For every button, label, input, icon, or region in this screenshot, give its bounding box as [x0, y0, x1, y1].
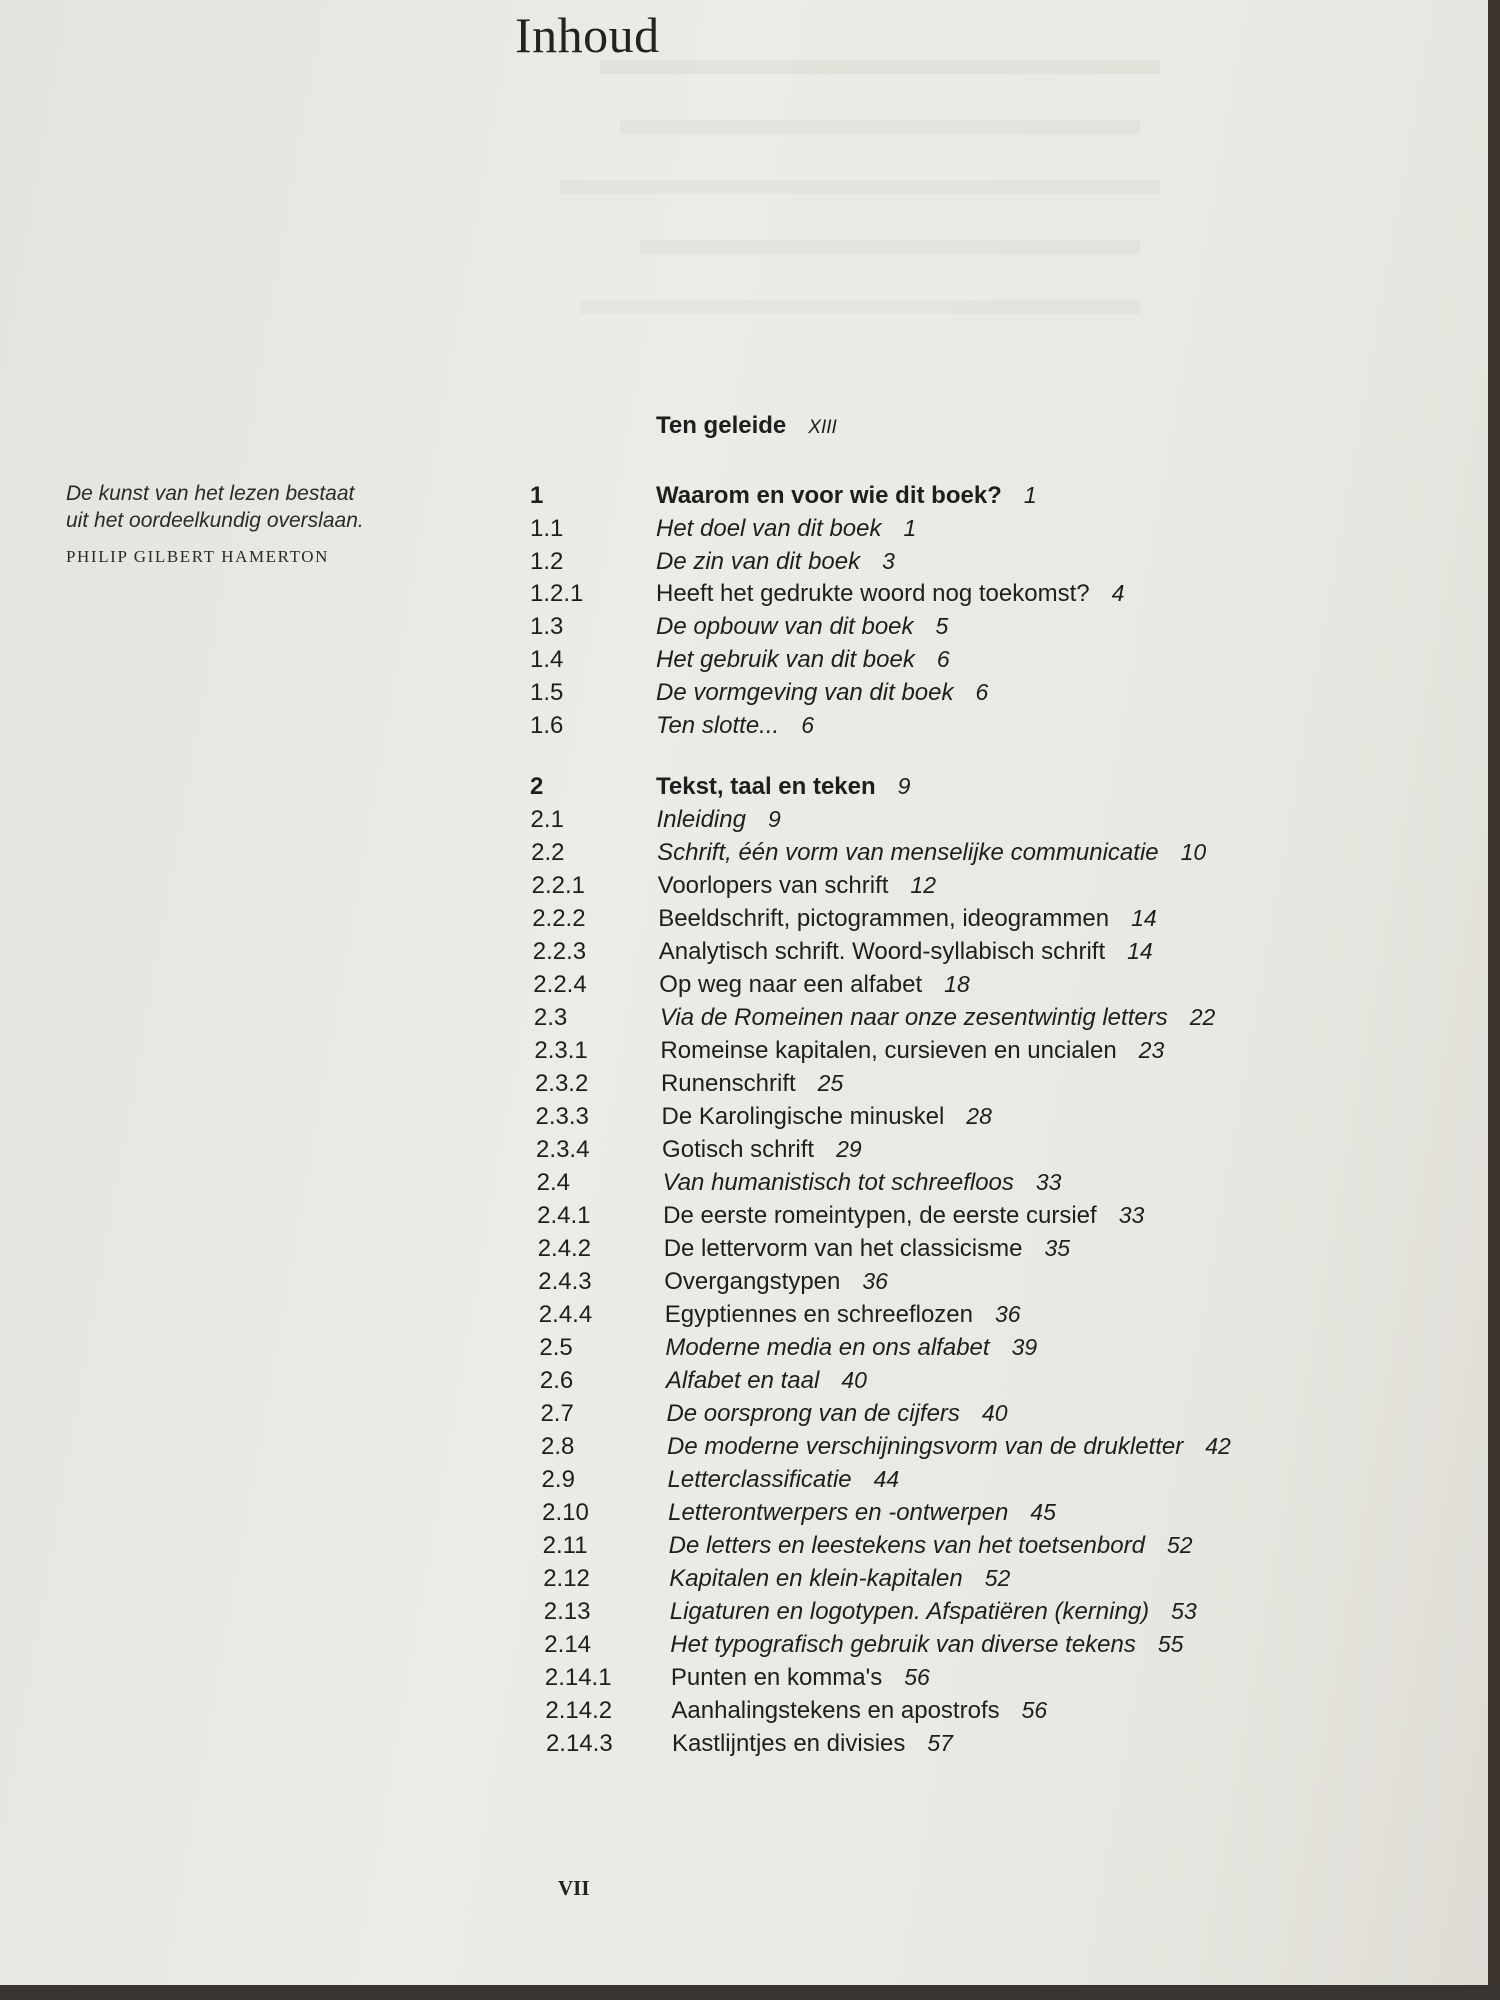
toc-entry-page: 57 — [927, 1730, 953, 1756]
toc-entry-number: 2.6 — [539, 1367, 574, 1394]
toc-entry-page: 36 — [862, 1268, 888, 1294]
toc-entry-title: De letters en leestekens van het toetsenbord — [668, 1532, 1145, 1559]
toc-entry-title: Alfabet en taal — [665, 1367, 820, 1394]
toc-entry-title: Tekst, taal en teken — [656, 773, 876, 800]
toc-entry-title: Het gebruik van dit boek — [656, 646, 915, 673]
preface-label: Ten geleide — [656, 412, 787, 439]
toc-entry-page: 52 — [1166, 1532, 1193, 1558]
toc-entry-title-group — [671, 1697, 1047, 1725]
toc-entry-title: De vormgeving van dit boek — [656, 678, 954, 706]
toc-entry-title: Runenschrift — [660, 1070, 796, 1097]
toc-entry-title-group — [657, 839, 1206, 867]
toc-entry-page: 9 — [767, 806, 781, 832]
preface-page: XIII — [808, 417, 837, 438]
toc-entry-number: 2.3 — [533, 1004, 568, 1031]
toc-entry-page: 1 — [903, 514, 917, 541]
epigraph-line-2: uit het oordeelkundig overslaan. — [66, 509, 364, 532]
toc-entry-number: 2.10 — [542, 1499, 589, 1526]
toc-entry-title: De lettervorm van het classicisme — [663, 1235, 1023, 1262]
toc-entry-title-group — [659, 971, 969, 999]
toc-entry-page: 4 — [1111, 580, 1125, 607]
toc-entry-title-group — [660, 1037, 1164, 1065]
toc-entry-page: 22 — [1189, 1004, 1216, 1030]
toc-entry-page: 56 — [904, 1664, 930, 1690]
toc-entry-title: Ligaturen en logotypen. Afspatiëren (kerning) — [669, 1598, 1150, 1625]
toc-entry-title: De zin van dit boek — [656, 547, 861, 575]
toc-entry-number: 2.12 — [543, 1565, 590, 1592]
toc-entry-title: Via de Romeinen naar onze zesentwintig letters — [659, 1004, 1168, 1031]
toc-entry-title-group — [668, 1499, 1056, 1527]
toc-entry-title: De opbouw van dit boek — [656, 613, 914, 641]
toc-entry-title-group — [669, 1532, 1193, 1560]
toc-entry-number: 2.14.2 — [545, 1697, 613, 1724]
toc-entry-number: 2.7 — [540, 1400, 574, 1427]
toc-entry-title: Het typografisch gebruik van diverse tekens — [670, 1631, 1136, 1658]
toc-entry-title-group — [663, 1169, 1062, 1197]
epigraph-author: PHILIP GILBERT HAMERTON — [66, 547, 330, 566]
toc-entry-number: 2.4.2 — [537, 1235, 592, 1262]
toc-entry-title-group — [669, 1565, 1010, 1593]
epigraph-line-1: De kunst van het lezen bestaat — [66, 482, 355, 505]
toc-entry-title: De moderne verschijningsvorm van de drukletter — [667, 1433, 1184, 1460]
toc-entry-title: Overgangstypen — [664, 1268, 841, 1295]
toc-entry-number: 2.14.3 — [545, 1730, 613, 1757]
toc-entry-page: 55 — [1157, 1631, 1184, 1657]
toc-entry-number: 1.2.1 — [530, 580, 584, 608]
toc-entry-number: 2.2.4 — [533, 971, 587, 998]
toc-entry-title-group — [666, 1400, 1007, 1428]
toc-entry-title-group — [672, 1730, 953, 1758]
toc-entry-title-group — [665, 1334, 1037, 1362]
toc-entry-title-group — [659, 938, 1153, 966]
toc-entry-number: 2.4.3 — [538, 1268, 592, 1295]
toc-entry-number: 1.6 — [530, 711, 564, 739]
toc-entry-page: 45 — [1030, 1499, 1056, 1525]
toc-entry-number: 1 — [530, 482, 544, 509]
toc-entry-title-group — [656, 712, 814, 740]
toc-entry-number: 2.5 — [539, 1334, 573, 1361]
toc-entry-page: 14 — [1127, 938, 1153, 964]
toc-entry-title: Van humanistisch tot schreefloos — [662, 1169, 1014, 1196]
toc-entry-number: 2 — [530, 773, 544, 800]
toc-entry-title: Inleiding — [656, 806, 746, 833]
toc-entry-page: 44 — [873, 1466, 900, 1492]
toc-entry-title-group — [656, 515, 916, 543]
toc-entry-page: 53 — [1171, 1598, 1197, 1624]
toc-entry-number: 1.2 — [530, 547, 564, 575]
toc-entry-page: 18 — [944, 971, 970, 997]
toc-entry-page: 25 — [817, 1070, 844, 1096]
toc-entry-page: 6 — [936, 646, 950, 672]
toc-entry-title: Kastlijntjes en divisies — [671, 1730, 906, 1757]
toc-entry-title-group — [663, 1202, 1144, 1230]
toc-entry-title: De oorsprong van de cijfers — [666, 1400, 960, 1427]
toc-entry-number: 2.2 — [531, 839, 565, 866]
toc-entry-page: 33 — [1035, 1169, 1062, 1195]
toc-entry-number: 2.2.1 — [531, 872, 586, 899]
toc-entry-title-group — [656, 613, 948, 641]
toc-entry-number: 2.3.1 — [534, 1037, 588, 1064]
toc-entry-title-group — [660, 1004, 1215, 1032]
toc-entry-page: 39 — [1011, 1334, 1038, 1360]
toc-entry-number: 1.4 — [530, 646, 564, 673]
toc-entry-number: 2.14.1 — [544, 1664, 612, 1691]
toc-entry-title-group — [665, 1301, 1021, 1329]
toc-entry-page: 14 — [1131, 905, 1157, 931]
toc-entry-title-group — [662, 1136, 862, 1164]
toc-entry-title-group — [670, 1598, 1197, 1626]
toc-entry-page: 40 — [841, 1367, 867, 1393]
toc-entry-title-group — [656, 679, 988, 707]
toc-entry-title-group — [656, 773, 910, 801]
toc-entry-page: 23 — [1138, 1037, 1165, 1063]
epigraph — [66, 480, 426, 534]
page-title: Inhoud — [515, 7, 660, 63]
toc-entry-title: De Karolingische minuskel — [661, 1103, 945, 1130]
toc-entry-number: 2.1 — [530, 806, 564, 833]
toc-entry-title-group — [657, 806, 781, 834]
toc-entry-title-group — [662, 1103, 992, 1131]
toc-entry-title: Romeinse kapitalen, cursieven en uncialen — [660, 1037, 1117, 1064]
toc-entry-number: 2.3.4 — [536, 1136, 590, 1163]
toc-entry-page: 10 — [1180, 839, 1207, 865]
toc-entry-number: 2.2.2 — [532, 905, 586, 932]
toc-entry-title-group — [656, 482, 1037, 510]
toc-entry-page: 56 — [1021, 1697, 1048, 1723]
toc-entry-title: De eerste romeintypen, de eerste cursief — [663, 1202, 1097, 1229]
toc-entry-page: 35 — [1044, 1235, 1071, 1261]
toc-entry-number: 2.13 — [543, 1598, 591, 1625]
toc-entry-title-group — [656, 646, 950, 674]
toc-entry-title-group — [671, 1664, 930, 1692]
toc-entry-page: 40 — [981, 1400, 1008, 1426]
toc-entry-title: Egyptiennes en schreeflozen — [664, 1301, 973, 1328]
toc-entry-page: 3 — [882, 547, 895, 574]
toc-entry-number: 2.14 — [544, 1631, 592, 1658]
toc-entry-title-group — [670, 1631, 1183, 1659]
toc-entry-title-group — [656, 580, 1124, 608]
toc-entry-page: 12 — [910, 872, 937, 898]
toc-entry-number: 2.2.3 — [532, 938, 587, 965]
toc-entry-page: 5 — [935, 613, 949, 640]
toc-entry-title: Aanhalingstekens en apostrofs — [671, 1697, 1000, 1724]
toc-entry-title: Beeldschrift, pictogrammen, ideogrammen — [658, 905, 1110, 932]
toc-entry-number: 1.3 — [530, 613, 564, 641]
toc-entry-title-group — [658, 872, 936, 900]
toc-entry-number: 1.1 — [530, 514, 564, 542]
toc-entry-title: Letterclassificatie — [667, 1466, 852, 1493]
toc-entry-page: 6 — [801, 711, 814, 738]
toc-entry-number: 1.5 — [530, 678, 564, 706]
toc-entry-title-group — [656, 548, 895, 576]
toc-entry-number: 2.9 — [541, 1466, 575, 1493]
toc-entry-title: Moderne media en ons alfabet — [665, 1334, 990, 1361]
toc-entry-title: Punten en komma's — [670, 1664, 883, 1691]
toc-entry-title: Ten slotte... — [656, 711, 780, 739]
toc-entry-title-group — [658, 905, 1156, 933]
page-number: VII — [558, 1876, 590, 1900]
toc-entry-page: 36 — [995, 1301, 1021, 1327]
toc-entry-title: Analytisch schrift. Woord-syllabisch schrift — [658, 938, 1106, 965]
toc-entry-number: 2.3.2 — [534, 1070, 589, 1097]
toc-entry-page: 1 — [1023, 482, 1037, 508]
toc-entry-title-group — [667, 1433, 1231, 1461]
toc-entry-title-group — [666, 1367, 867, 1395]
toc-entry-number: 2.11 — [542, 1532, 588, 1559]
toc-entry-title: Waarom en voor wie dit boek? — [656, 482, 1002, 509]
toc-entry-title-group — [664, 1268, 888, 1296]
toc-entry-number: 2.4 — [536, 1169, 570, 1196]
toc-entry-title: Op weg naar een alfabet — [659, 971, 923, 998]
toc-entry-page: 6 — [975, 678, 989, 705]
toc-entry-title-group — [668, 1466, 900, 1494]
toc-entry-number: 2.4.4 — [538, 1301, 593, 1328]
book-edge — [1488, 0, 1500, 1985]
toc-entry-number: 2.3.3 — [535, 1103, 589, 1130]
toc-entry-number: 2.4.1 — [537, 1202, 591, 1229]
toc-entry-number: 2.8 — [541, 1433, 575, 1460]
toc-entry-title: Kapitalen en klein-kapitalen — [669, 1565, 963, 1592]
toc-entry-title: Gotisch schrift — [662, 1136, 815, 1163]
toc-entry-title-group — [664, 1235, 1070, 1263]
toc-entry-title: Voorlopers van schrift — [657, 872, 889, 899]
toc-entry-title: Het doel van dit boek — [656, 514, 882, 542]
toc-entry-title: Schrift, één vorm van menselijke communicatie — [657, 839, 1159, 866]
toc-entry-title-group — [661, 1070, 843, 1098]
toc-entry-title: Letterontwerpers en -ontwerpen — [668, 1499, 1009, 1526]
toc-entry-page: 28 — [966, 1103, 992, 1129]
toc-entry-page: 33 — [1118, 1202, 1145, 1228]
toc-entry-page: 42 — [1205, 1433, 1231, 1459]
toc-entry-title: Heeft het gedrukte woord nog toekomst? — [656, 580, 1090, 608]
toc-entry-page: 29 — [836, 1136, 862, 1162]
toc-entry-page: 52 — [984, 1565, 1011, 1591]
toc-entry-page: 9 — [897, 773, 911, 799]
